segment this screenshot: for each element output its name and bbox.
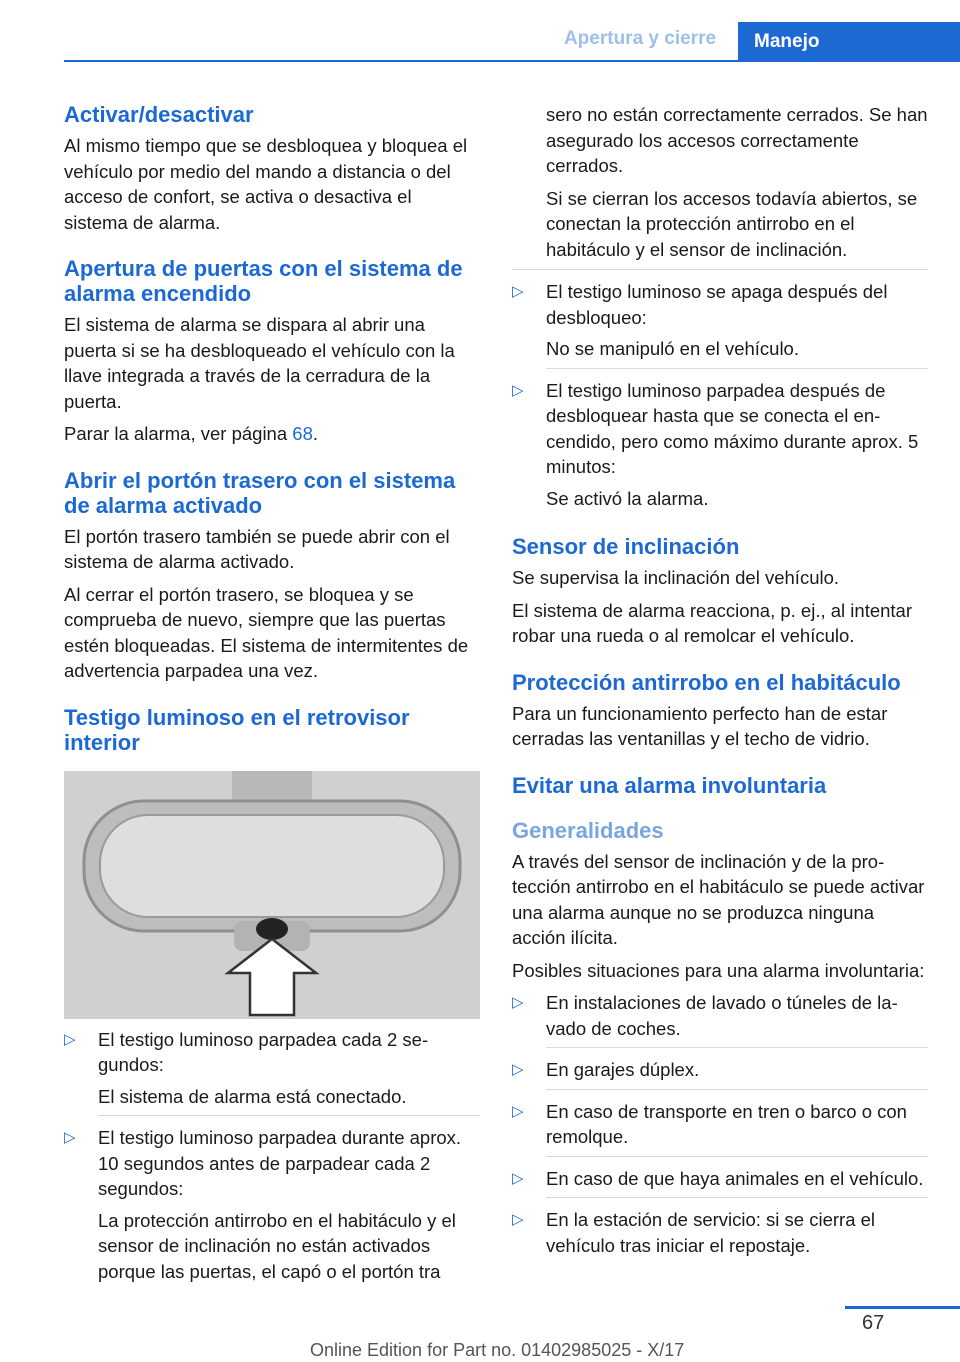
list-item: ▷ En la estación de servicio: si se cierra el vehículo tras iniciar el repostaje.: [512, 1209, 876, 1256]
heading-porton: Abrir el portón trasero con el sistema de alarma activado: [64, 467, 456, 518]
paragraph-sensor-2: El sistema de alarma reacciona, p. ej., al intentar robar una rueda o al remolcar el vehículo.: [512, 599, 912, 646]
situations-list: [512, 990, 928, 1258]
paragraph-porton-2: Al cerrar el portón trasero, se bloquea y se comprueba de nuevo, siempre que las puertas estén bloqueadas. El sistema de intermitentes de advertencia parpadea una vez.: [64, 583, 469, 681]
triangle-bullet-icon: ▷: [512, 1211, 524, 1228]
triangle-bullet-icon: ▷: [64, 1129, 76, 1146]
list-item: ▷ En garajes dúplex.: [512, 1057, 928, 1090]
page-link-68[interactable]: 68: [292, 423, 313, 444]
triangle-bullet-icon: ▷: [64, 1030, 76, 1048]
left-column: [64, 102, 480, 1293]
paragraph-sensor-1: Se supervisa la inclinación del vehículo.: [512, 567, 840, 588]
paragraph-generalidades-1: A través del sensor de inclinación y de la protección antirrobo en el habitáculo se puede activar una alarma aunque no se produzca ninguna acción ilícita.: [512, 850, 925, 948]
heading-generalidades: Generalidades: [512, 817, 664, 843]
list-item: ▷ En instalaciones de lavado o túneles de lavado de coches.: [512, 990, 928, 1048]
triangle-bullet-icon: ▷: [512, 1102, 524, 1120]
heading-activar: Activar/desactivar: [64, 102, 254, 127]
page-number: 67: [862, 1312, 885, 1334]
triangle-bullet-icon: ▷: [512, 994, 524, 1011]
header-rule: [64, 60, 960, 62]
list-item: ▷ El testigo luminoso parpadea cada 2 segundos: El sistema de alarma está conectado.: [64, 1027, 480, 1117]
paragraph-proteccion: Para un funcionamiento perfecto han de estar cerradas las ventanillas y el techo de vidrio.: [512, 702, 888, 749]
footer-rule: [845, 1306, 960, 1309]
footer-edition-text: Online Edition for Part no. 01402985025 - X/17: [310, 1340, 685, 1360]
triangle-bullet-icon: ▷: [512, 381, 524, 399]
header-chapter-tab: Manejo: [738, 22, 960, 60]
list-item: ▷ En caso de transporte en tren o barco o con remolque.: [512, 1099, 928, 1157]
continued-list-item: sero no están correctamente cerrados. Se han asegurado los accesos correctamente cerrados. Si se cierran los accesos todavía abiertos, se conectan la protección antirrobo en el habitáculo y el sensor de inclinación.: [546, 104, 928, 260]
heading-sensor: Sensor de inclinación: [512, 534, 740, 559]
left-indicator-list: [64, 1027, 480, 1285]
triangle-bullet-icon: ▷: [512, 1169, 524, 1187]
heading-proteccion: Protección antirrobo en el habitáculo: [512, 669, 901, 695]
paragraph-apertura: El sistema de alarma se dispara al abrir una puerta si se ha desbloqueado el vehículo con la llave integrada a través de la cerradura de la puerta.: [64, 314, 455, 412]
rearview-mirror-figure: [64, 771, 480, 1019]
list-item: ▷ El testigo luminoso parpadea durante aprox. 10 segundos antes de parpadear cada 2 segundos: La protección antirrobo en el habitáculo y el sensor de inclinación no están activados porque las puertas, el capó o el portón tra: [64, 1127, 462, 1282]
list-item: ▷ El testigo luminoso parpadea después de desbloquear hasta que se conecta el encendido, pero como máximo durante aprox. 5 minutos: Se activó la alarma.: [512, 379, 919, 509]
paragraph-generalidades-2: Posibles situaciones para una alarma involuntaria:: [512, 959, 925, 981]
triangle-bullet-icon: ▷: [512, 1061, 524, 1078]
list-item: ▷ En caso de que haya animales en el vehículo.: [512, 1166, 928, 1199]
right-indicator-list: [512, 279, 928, 511]
right-column: [512, 102, 928, 1267]
list-item: ▷ El testigo luminoso se apaga después del desbloqueo: No se manipuló en el vehículo.: [512, 279, 928, 369]
triangle-bullet-icon: ▷: [512, 283, 524, 300]
paragraph-parar-alarma: Parar la alarma, ver página 68.: [64, 423, 318, 444]
paragraph-activar: Al mismo tiempo que se desbloquea y bloquea el vehículo por medio del mando a distancia o del acceso de confort, se activa o desactiva el sistema de alarma.: [64, 135, 468, 233]
heading-testigo: Testigo luminoso en el retrovisor interior: [64, 704, 410, 755]
header-section-title: Apertura y cierre: [563, 28, 717, 49]
heading-apertura: Apertura de puertas con el sistema de alarma encendido: [64, 256, 463, 306]
paragraph-porton-1: El portón trasero también se puede abrir con el sistema de alarma activado.: [64, 525, 450, 572]
heading-evitar: Evitar una alarma involuntaria: [512, 772, 827, 798]
